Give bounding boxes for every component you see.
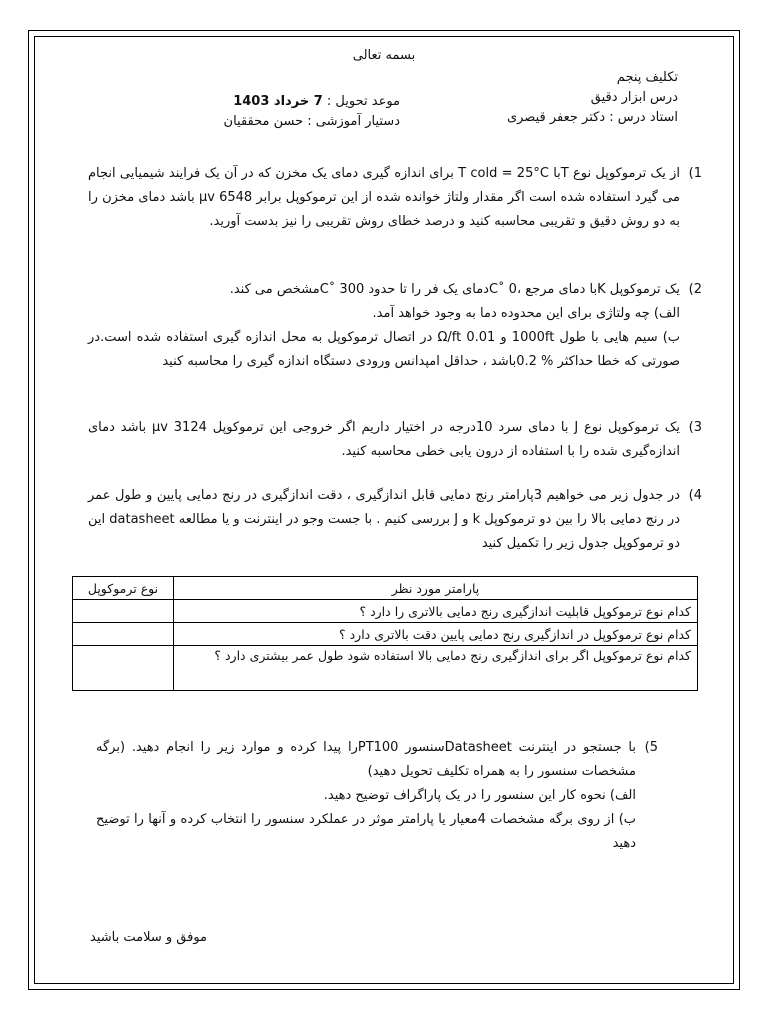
question-text: در جدول زیر می خواهیم 3پارامتر رنج دمایی قابل اندازگیری ، دقت اندازگیری در رنج دمایی پایین و طول عمر در رنج دمایی بالا را بین دو ترموکوپل k و J بررسی کنیم . با جست وجو در اینترنت و یا مطالعه datasheet این دو ترموکوپل جدول زیر را تکمیل کنید <box>88 488 680 551</box>
question-1 <box>88 162 702 234</box>
question-4 <box>88 484 702 556</box>
question-part-b: ب) سیم هایی با طول 1000ft و 0.01 Ω/ft در اتصال ترموکوپل به محل اندازه گیری استفاده شده است.در صورتی که خطا حداکثر % 0.2باشد ، حداقل امپدانس ورودی دستگاه اندازه گیری را محاسبه کنید <box>88 330 681 369</box>
question-text: یک ترموکوپل نوع J با دمای سرد 10درجه در اختیار داریم اگر خروجی این ترموکوپل 3124 μv باشد دمای اندازه‌گیری شده را با استفاده از درون یابی خطی محاسبه کنید. <box>88 420 680 459</box>
question-part-b: ب) از روی برگه مشخصات 4معیار یا پارامتر موثر در عملکرد سنسور را انتخاب کرده و آنها را توضیح دهید <box>96 812 636 851</box>
header-course-info <box>358 68 678 128</box>
question-number: 2) <box>688 282 702 297</box>
question-part-a: الف) نحوه کار این سنسور را در یک پاراگراف توضیح دهید. <box>323 788 636 803</box>
table-cell-question: کدام نوع ترموکوپل قابلیت اندازگیری رنج دمایی بالاتری را دارد ؟ <box>174 600 698 623</box>
deadline-label: موعد تحویل : <box>326 94 400 109</box>
table-cell-answer[interactable] <box>73 646 174 691</box>
table-cell-question: کدام نوع ترموکوپل اگر برای اندازگیری رنج دمایی بالا استفاده شود طول عمر بیشتری دارد ؟ <box>174 646 698 691</box>
question-3 <box>88 416 702 464</box>
table-row <box>73 646 698 691</box>
table-row <box>73 600 698 623</box>
ta-name: دستیار آموزشی : حسن محققیان <box>223 114 400 129</box>
table-cell-question: کدام نوع ترموکوپل در اندازگیری رنج دمایی پایین دقت بالاتری دارد ؟ <box>174 623 698 646</box>
question-number: 4) <box>688 488 702 503</box>
table-header-type: نوع ترموکوپل <box>73 577 174 600</box>
closing-note: موفق و سلامت باشید <box>90 930 208 945</box>
assignment-title: تکلیف پنجم <box>616 70 678 85</box>
basmala: بسمه تعالی <box>352 48 416 63</box>
thermocouple-comparison-table <box>72 576 698 691</box>
table-cell-answer[interactable] <box>73 623 174 646</box>
question-text: یک ترموکوپل Kبا دمای مرجع ،C˚ 0دمای یک فر را تا حدود C˚ 300مشخص می کند. <box>229 282 680 297</box>
header-deadline-info <box>100 92 400 132</box>
question-number: 3) <box>688 420 702 435</box>
instructor-name: استاد درس : دکتر جعفر قیصری <box>506 110 678 125</box>
table-header-parameter: پارامتر مورد نظر <box>174 577 698 600</box>
deadline-value: 7 خرداد 1403 <box>233 94 323 109</box>
question-text: از یک ترموکوپل نوع Tبا T cold = 25°C برای اندازه گیری دمای یک مخزن که در آن یک فرایند شیمیایی انجام می گیرد استفاده شده است اگر مقدار ولتاژ خوانده شده از این ترموکوپل برابر 6548 μv باشد دمای مخزن را به دو روش دقیق و تقریبی محاسبه کنید و درصد خطای روش تقریبی را نیز بدست آورید. <box>88 166 680 229</box>
question-2 <box>88 278 702 374</box>
course-name: درس ابزار دقیق <box>590 90 678 105</box>
table-row <box>73 623 698 646</box>
table-header-row <box>73 577 698 600</box>
table-cell-answer[interactable] <box>73 600 174 623</box>
deadline-line <box>100 92 400 112</box>
question-number: 1) <box>688 166 702 181</box>
question-text: با جستجو در اینترنت Datasheetسنسور PT100را پیدا کرده و موارد زیر را انجام دهید. (برگه مشخصات سنسور را به همراه تکلیف تحویل دهید) <box>96 740 636 779</box>
question-5 <box>96 736 658 856</box>
question-number: 5) <box>644 740 658 755</box>
question-part-a: الف) چه ولتاژی برای این محدوده دما به وجود خواهد آمد. <box>372 306 680 321</box>
